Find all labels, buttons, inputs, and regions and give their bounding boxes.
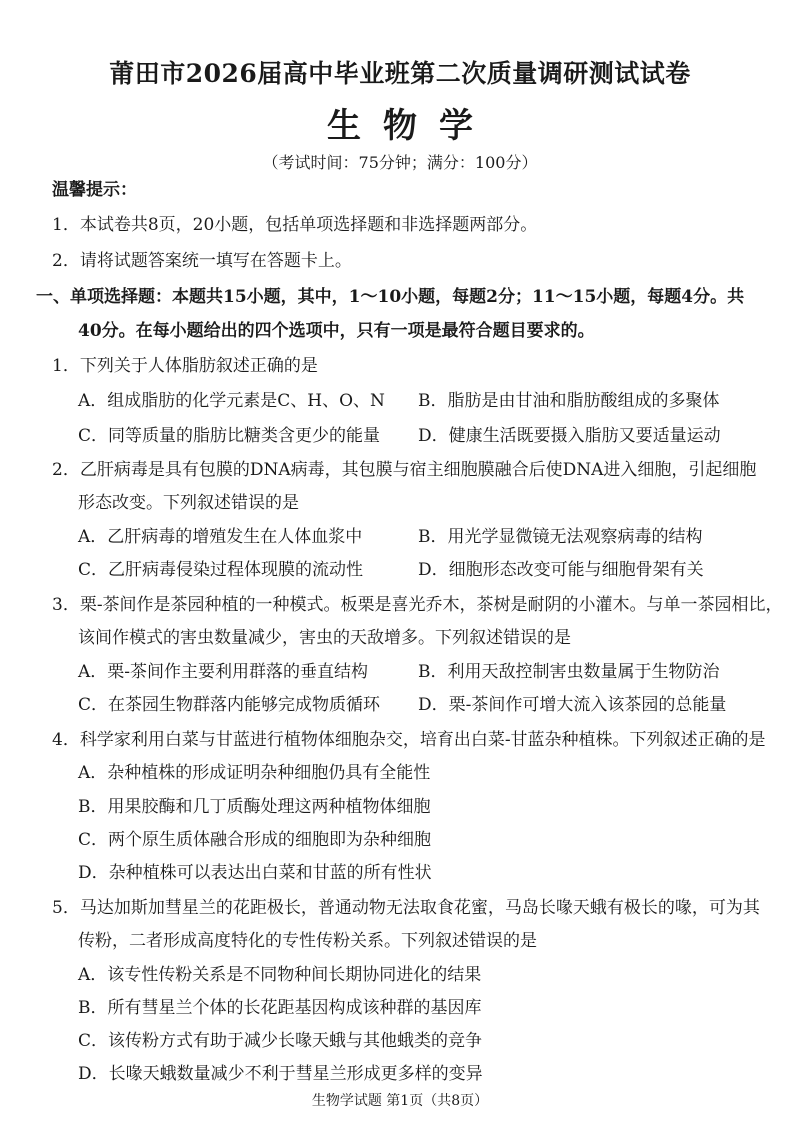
- question-2-stem-line1: 2．乙肝病毒是具有包膜的DNA病毒，其包膜与宿主细胞膜融合后使DNA进入细胞，引起细胞: [52, 460, 757, 480]
- question-1-option-a: A．组成脂肪的化学元素是C、H、O、N: [78, 391, 385, 411]
- question-3-option-b: B．利用天敌控制害虫数量属于生物防治: [418, 662, 720, 682]
- notice-heading: 温馨提示：: [52, 180, 137, 200]
- question-5-stem-line2: 传粉，二者形成高度特化的专性传粉关系。下列叙述错误的是: [78, 931, 537, 951]
- question-4-option-d: D．杂种植株可以表达出白菜和甘蓝的所有性状: [78, 863, 432, 883]
- question-4-stem: 4．科学家利用白菜与甘蓝进行植物体细胞杂交，培育出白菜-甘蓝杂种植株。下列叙述正确的是: [52, 730, 766, 750]
- question-2-option-a: A．乙肝病毒的增殖发生在人体血浆中: [78, 527, 363, 547]
- question-5-stem-line1: 5．马达加斯加彗星兰的花距极长，普通动物无法取食花蜜，马岛长喙天蛾有极长的喙，可为其: [52, 898, 760, 918]
- question-3-option-d: D．栗-茶间作可增大流入该茶园的总能量: [418, 695, 727, 715]
- question-2-option-b: B．用光学显微镜无法观察病毒的结构: [418, 527, 703, 547]
- question-5-option-b: B．所有彗星兰个体的长花距基因构成该种群的基因库: [78, 998, 482, 1018]
- question-1-stem: 1．下列关于人体脂肪叙述正确的是: [52, 356, 318, 376]
- question-1-option-c: C．同等质量的脂肪比糖类含更少的能量: [78, 426, 381, 446]
- section-instruction-line2: 40分。在每小题给出的四个选项中，只有一项是最符合题目要求的。: [78, 321, 595, 341]
- question-4-option-b: B．用果胶酶和几丁质酶处理这两种植物体细胞: [78, 797, 431, 817]
- notice-item-2: 2．请将试题答案统一填写在答题卡上。: [52, 251, 352, 271]
- question-4-option-a: A．杂种植株的形成证明杂种细胞仍具有全能性: [78, 763, 431, 783]
- notice-item-1: 1．本试卷共8页，20小题，包括单项选择题和非选择题两部分。: [52, 215, 538, 235]
- question-1-option-b: B．脂肪是由甘油和脂肪酸组成的多聚体: [418, 391, 720, 411]
- question-1-option-d: D．健康生活既要摄入脂肪又要适量运动: [418, 426, 721, 446]
- subject-title: 生物学: [327, 106, 495, 146]
- exam-title: 莆田市2026届高中毕业班第二次质量调研测试试卷: [109, 59, 691, 88]
- question-3-option-c: C．在茶园生物群落内能够完成物质循环: [78, 695, 381, 715]
- question-2-option-d: D．细胞形态改变可能与细胞骨架有关: [418, 560, 704, 580]
- question-2-stem-line2: 形态改变。下列叙述错误的是: [78, 493, 299, 513]
- exam-info: （考试时间：75分钟；满分：100分）: [262, 153, 538, 172]
- question-5-option-d: D．长喙天蛾数量减少不利于彗星兰形成更多样的变异: [78, 1064, 483, 1084]
- question-5-option-c: C．该传粉方式有助于减少长喙天蛾与其他蛾类的竞争: [78, 1031, 483, 1051]
- question-3-option-a: A．栗-茶间作主要利用群落的垂直结构: [78, 662, 369, 682]
- question-5-option-a: A．该专性传粉关系是不同物种间长期协同进化的结果: [78, 965, 482, 985]
- section-instruction-line1: 一、单项选择题：本题共15小题，其中，1～10小题，每题2分；11～15小题，每题4分。共: [36, 287, 745, 307]
- question-3-stem-line1: 3．栗-茶间作是茶园种植的一种模式。板栗是喜光乔木，茶树是耐阴的小灌木。与单一茶园相比，: [52, 595, 783, 615]
- question-2-option-c: C．乙肝病毒侵染过程体现膜的流动性: [78, 560, 364, 580]
- question-3-stem-line2: 该间作模式的害虫数量减少，害虫的天敌增多。下列叙述错误的是: [78, 628, 571, 648]
- question-4-option-c: C．两个原生质体融合形成的细胞即为杂种细胞: [78, 830, 432, 850]
- page-footer: 生物学试题 第1页（共8页）: [311, 1093, 489, 1109]
